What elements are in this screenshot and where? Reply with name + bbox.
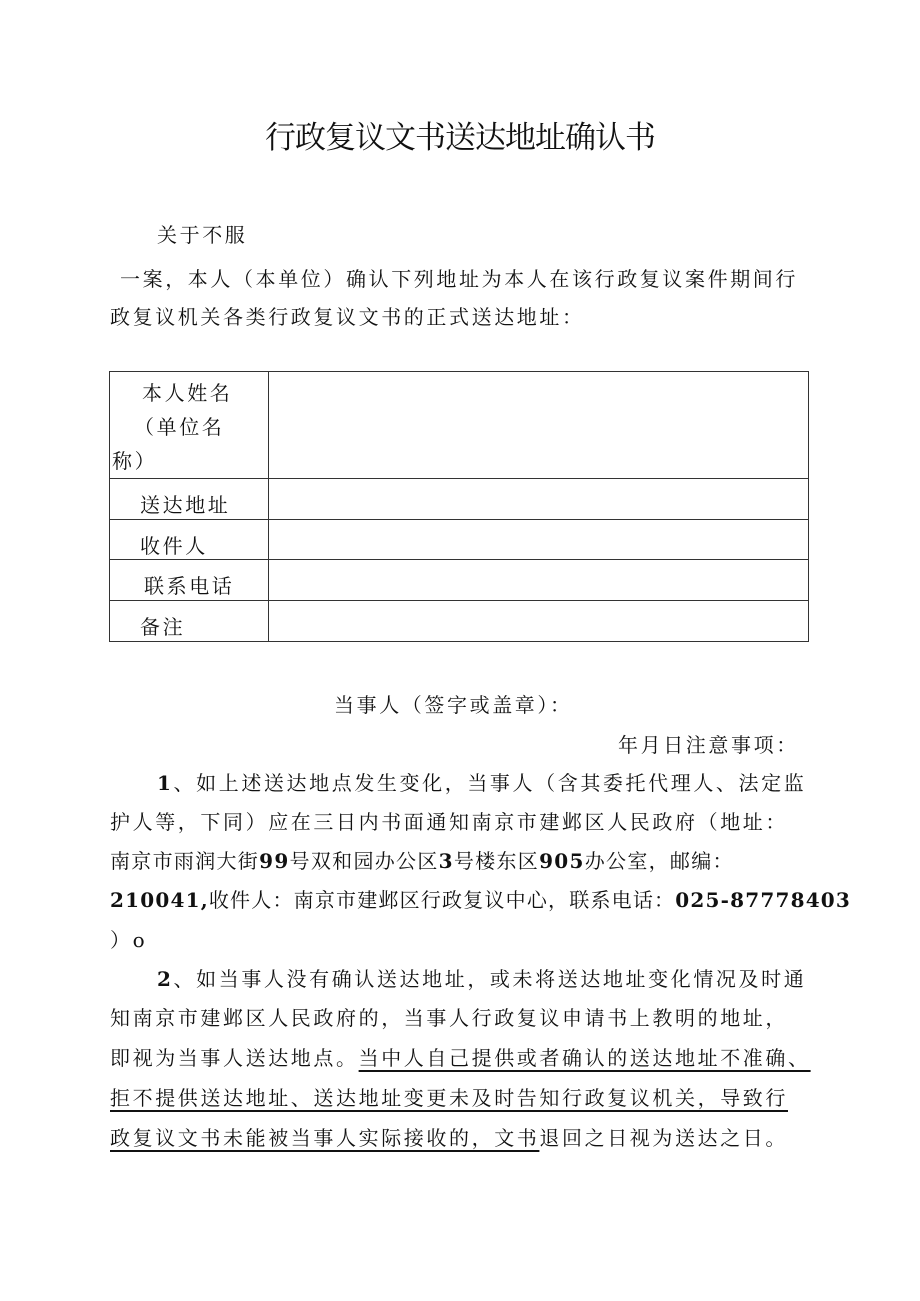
address-label: 送达地址	[140, 493, 231, 517]
name-value-field[interactable]	[269, 372, 809, 479]
address-form-table	[109, 371, 809, 642]
notice-2-number: 2	[157, 967, 174, 991]
phone-label-cell	[110, 560, 269, 601]
notice-1-line-3-c: 号双和园办公区	[289, 849, 439, 873]
notice-2-line-5	[110, 1122, 788, 1151]
notice-1-line-1	[157, 767, 806, 796]
notice-2-line-5-b: 退回之日视为送达之日。	[539, 1126, 789, 1150]
intro-line-2: 一案，本人（本单位）确认下列地址为本人在该行政复议案件期间行	[120, 267, 798, 291]
form-row-phone	[110, 560, 809, 601]
document-title: 行政复议文书送达地址确认书	[265, 120, 655, 156]
notice-1-line-3-a: 南京市雨润大街	[110, 849, 260, 873]
name-label-line-2: （单位名	[134, 415, 225, 439]
notice-1-line-2: 护人等，下同）应在三日内书面通知南京市建邺区人民政府（地址：	[110, 810, 788, 834]
signature-line: 当事人（签字或盖章）：	[334, 693, 573, 717]
form-row-name	[110, 372, 809, 479]
notice-1-line-3-d: 3	[438, 849, 454, 873]
phone-label: 联系电话	[144, 574, 235, 598]
form-row-address	[110, 479, 809, 520]
notice-1-line-4-b: 收件人：南京市建邺区行政复议中心，联系电话：	[208, 888, 676, 912]
notice-1-postcode: 210041,	[110, 888, 209, 912]
intro-line-3: 政复议机关各类行政复议文书的正式送达地址：	[110, 305, 585, 329]
name-label-line-1: 本人姓名	[142, 381, 233, 405]
name-label-line-3: 称）	[112, 449, 158, 473]
notice-1-line-4	[110, 884, 851, 913]
recipient-label-cell	[110, 520, 269, 560]
recipient-label: 收件人	[140, 534, 208, 558]
notice-2-line-1	[157, 963, 806, 992]
address-label-cell	[110, 479, 269, 520]
notice-1-line-5: ）o	[110, 928, 148, 952]
date-notice-line: 年月日注意事项：	[618, 733, 799, 757]
form-row-recipient	[110, 520, 809, 560]
notice-1-line-3	[110, 845, 734, 874]
address-value-field[interactable]	[269, 479, 809, 520]
intro-line-1: 关于不服	[157, 223, 248, 247]
notice-1-line-3-f: 905	[539, 849, 585, 873]
remarks-label: 备注	[140, 615, 186, 639]
recipient-value-field[interactable]	[269, 520, 809, 560]
notice-1-phone: 025-87778403	[675, 888, 852, 912]
notice-1-line-3-g: 办公室，邮编：	[584, 849, 734, 873]
notice-2-line-3-a: 即视为当事人送达地点。	[110, 1046, 359, 1070]
notice-1-number: 1	[157, 771, 174, 795]
notice-2-underlined-text-1: 当中人自己提供或者确认的送达地址不准确、	[358, 1046, 811, 1070]
notice-1-line-3-e: 号楼东区	[453, 849, 540, 873]
notice-2-line-4: 拒不提供送达地址、送达地址变更未及时告知行政复议机关，导致行	[110, 1086, 788, 1110]
notice-2-line-1-text: 、如当事人没有确认送达地址，或未将送达地址变化情况及时通	[173, 967, 807, 991]
remarks-value-field[interactable]	[269, 601, 809, 642]
notice-1-line-1-text: 、如上述送达地点发生变化，当事人（含其委托代理人、法定监	[173, 771, 807, 795]
notice-2-line-3	[110, 1042, 811, 1071]
name-label-cell	[110, 372, 269, 479]
notice-1-line-3-b: 99	[259, 849, 290, 873]
remarks-label-cell	[110, 601, 269, 642]
form-row-remarks	[110, 601, 809, 642]
notice-2-line-2: 知南京市建邺区人民政府的，当事人行政复议申请书上教明的地址，	[110, 1006, 788, 1030]
phone-value-field[interactable]	[269, 560, 809, 601]
notice-2-underlined-text-2: 政复议文书未能被当事人实际接收的，文书	[110, 1126, 540, 1150]
